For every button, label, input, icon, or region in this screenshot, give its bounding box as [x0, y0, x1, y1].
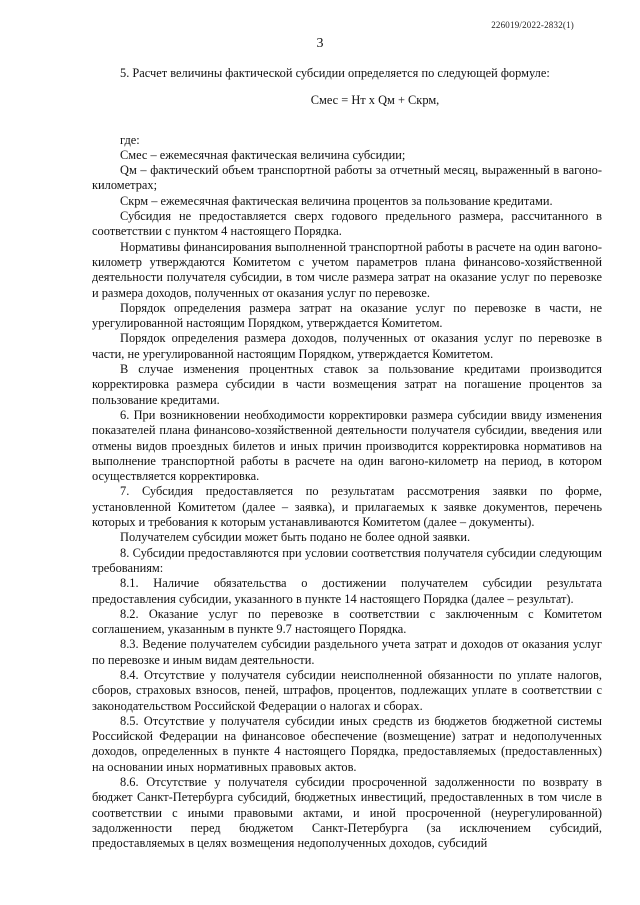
paragraph-rates: В случае изменения процентных ставок за пользование кредитами производится корректировка размера субсидии в части возмещения затрат на погашение процентов за пользование кредитами.	[92, 362, 602, 407]
paragraph-8-1: 8.1. Наличие обязательства о достижении получателем субсидии результата предоставления субсидии, указанного в пункте 14 настоящего Порядка (далее – результат).	[92, 576, 602, 606]
paragraph-7-2: Получателем субсидии может быть подано не более одной заявки.	[120, 530, 471, 545]
paragraph-income: Порядок определения размера доходов, полученных от оказания услуг по перевозке в части, не урегулированной настоящим Порядком, утверждается Комитетом.	[92, 331, 602, 361]
paragraph-6: 6. При возникновении необходимости корректировки размера субсидии ввиду изменения показателей плана финансово-хозяйственной деятельности получателя субсидии, введения или отмены видов проездных билетов и иных причин производится корректировка нормативов на выполнение транспортной работы в расчете на один вагоно-километр на период, в котором осуществляется корректировка.	[92, 407, 602, 484]
paragraph-5: 5. Расчет величины фактической субсидии определяется по следующей формуле:	[120, 66, 550, 80]
paragraph-8-3: 8.3. Ведение получателем субсидии раздельного учета затрат и доходов от оказания услуг по перевозке и иным видам деятельности.	[92, 637, 602, 667]
definition-skrm: Скрм – ежемесячная фактическая величина процентов за пользование кредитами.	[120, 193, 553, 208]
document-body	[92, 66, 602, 852]
paragraph-8-4: 8.4. Отсутствие у получателя субсидии неисполненной обязанности по уплате налогов, сборов, страховых взносов, пеней, штрафов, процентов, подлежащих уплате в соответствии с законодательством Российской Федерации о налогах и сборах.	[92, 667, 602, 713]
paragraph-8-2: 8.2. Оказание услуг по перевозке в соответствии с заключенным с Комитетом соглашением, указанным в пункте 9.7 настоящего Порядка.	[92, 606, 602, 637]
document-id: 226019/2022-2832(1)	[491, 20, 574, 30]
paragraph-costs: Порядок определения размера затрат на оказание услуг по перевозке в части, не урегулированной настоящим Порядком, утверждается Комитетом.	[92, 300, 602, 331]
spacer	[92, 121, 602, 133]
where-label: где:	[120, 132, 140, 147]
page-number: 3	[316, 36, 324, 51]
paragraph-7: 7. Субсидия предоставляется по результатам рассмотрения заявки по форме, установленной Комитетом (далее – заявка), и прилагаемых к заявке документов, перечень которых и требования к которым устанавливаются Комитетом (далее – документы).	[92, 484, 602, 530]
definition-qm: Qм – фактический объем транспортной работы за отчетный месяц, выраженный в вагоно-километрах;	[92, 163, 602, 193]
paragraph-norms: Нормативы финансирования выполненной транспортной работы в расчете на один вагоно-километр утверждаются Комитетом с учетом параметров плана финансово-хозяйственной деятельности получателя субсидии, в том числе размера затрат на оказание услуг по перевозке и размера доходов, полученных от оказания услуг по перевозке.	[92, 239, 602, 300]
paragraph-8: 8. Субсидии предоставляются при условии соответствия получателя субсидии следующим требованиям:	[92, 545, 602, 575]
paragraph-8-5: 8.5. Отсутствие у получателя субсидии иных средств из бюджетов бюджетной системы Российской Федерации на финансовое обеспечение (возмещение) затрат и недополученных доходов, определенных в пункте 4 настоящего Порядка, предоставляемых (предоставленных) на основании иных нормативных правовых актов.	[92, 713, 602, 774]
paragraph-8-6: 8.6. Отсутствие у получателя субсидии просроченной задолженности по возврату в бюджет Санкт-Петербурга субсидий, бюджетных инвестиций, предоставленных в том числе в соответствии с иными правовыми актами, и иной просроченной (неурегулированной) задолженности перед бюджетом Санкт-Петербурга (за исключением субсидий, предоставляемых в целях возмещения недополученных доходов, субсидий	[92, 775, 602, 851]
paragraph-limit: Субсидия не предоставляется сверх годового предельного размера, рассчитанного в соответствии с пунктом 4 настоящего Порядка.	[92, 209, 602, 239]
definition-smes: Смес – ежемесячная фактическая величина субсидии;	[120, 147, 406, 162]
formula: Смес = Нт х Qм + Скрм,	[310, 93, 440, 108]
